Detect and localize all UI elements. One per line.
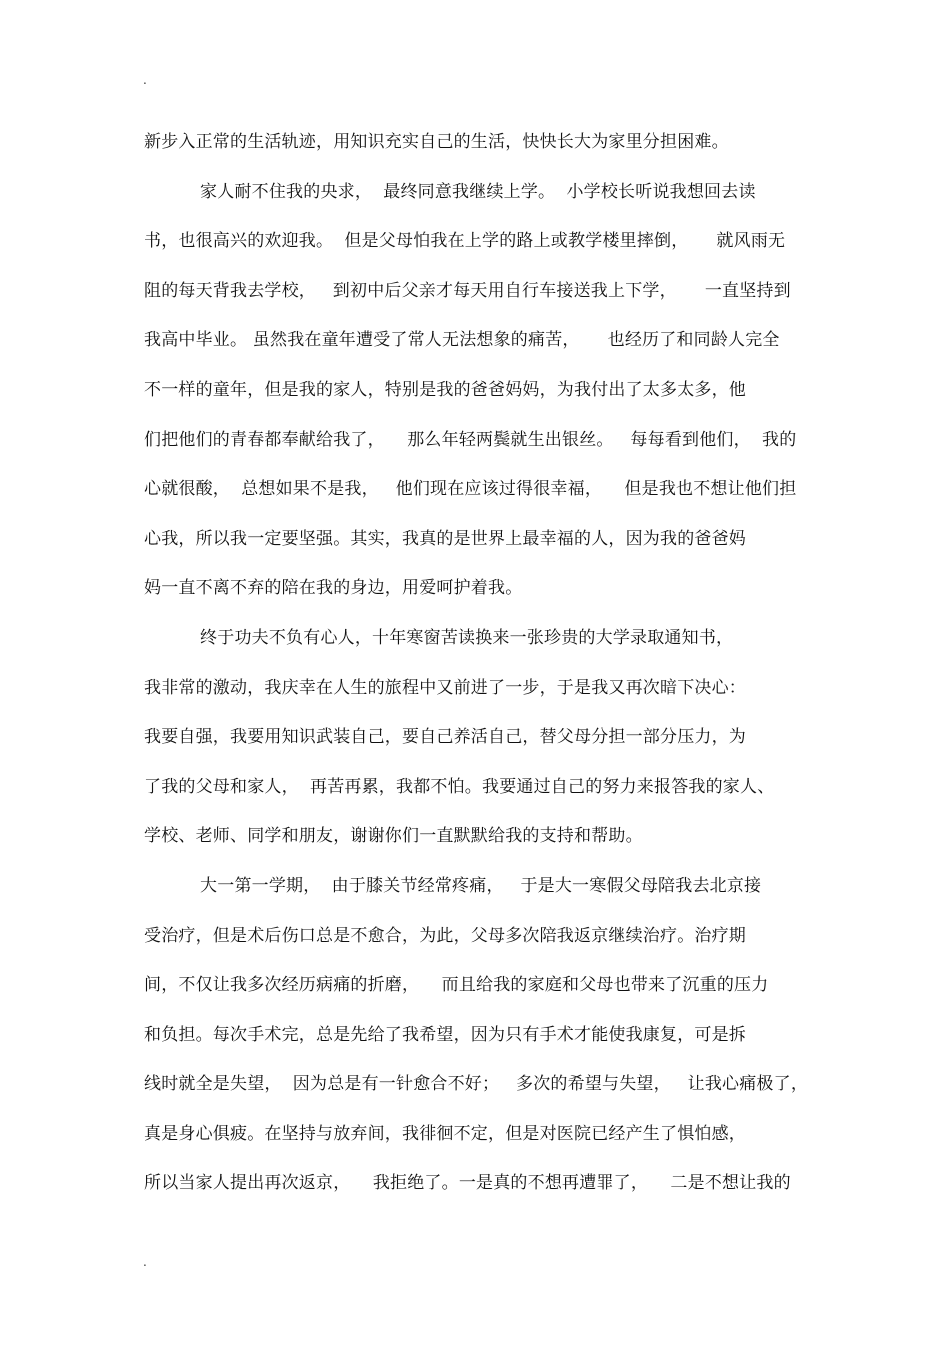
text-line: 妈一直不离不弃的陪在我的身边，用爱呵护着我。 <box>144 578 523 599</box>
text-line: 我要自强，我要用知识武装自己，要自己养活自己，替父母分担一部分压力，为 <box>144 727 746 748</box>
text-line: 我高中毕业。 虽然我在童年遭受了常人无法想象的痛苦， 也经历了和同龄人完全 <box>144 330 780 351</box>
text-line: 学校、老师、同学和朋友，谢谢你们一直默默给我的支持和帮助。 <box>144 826 643 847</box>
text-line: 心我，所以我一定要坚强。其实，我真的是世界上最幸福的人，因为我的爸爸妈 <box>144 528 746 549</box>
text-line: 所以当家人提出再次返京， 我拒绝了。一是真的不想再遭罪了， 二是不想让我的 <box>144 1173 791 1194</box>
text-line: 终于功夫不负有心人，十年寒窗苦读换来一张珍贵的大学录取通知书， <box>144 627 734 648</box>
text-line: 心就很酸， 总想如果不是我， 他们现在应该过得很幸福， 但是我也不想让他们担 <box>144 479 797 500</box>
text-line: 间，不仅让我多次经历病痛的折磨， 而且给我的家庭和父母也带来了沉重的压力 <box>144 975 769 996</box>
text-line: 书，也很高兴的欢迎我。 但是父母怕我在上学的路上或教学楼里摔倒， 就风雨无 <box>144 231 786 252</box>
text-line: 新步入正常的生活轨迹，用知识充实自己的生活，快快长大为家里分担困难。 <box>144 132 729 152</box>
text-line: 真是身心俱疲。在坚持与放弃间，我徘徊不定，但是对医院已经产生了惧怕感， <box>144 1123 746 1144</box>
text-line: 大一第一学期， 由于膝关节经常疼痛， 于是大一寒假父母陪我去北京接 <box>144 875 762 896</box>
text-line: 阻的每天背我去学校， 到初中后父亲才每天用自行车接送我上下学， 一直坚持到 <box>144 280 791 301</box>
text-line: 受治疗，但是术后伤口总是不愈合，为此，父母多次陪我返京继续治疗。治疗期 <box>144 925 746 946</box>
text-line: 和负担。每次手术完，总是先给了我希望，因为只有手术才能使我康复，可是拆 <box>144 1024 746 1045</box>
top-page-mark: . <box>143 73 147 87</box>
bottom-page-mark: . <box>143 1255 147 1269</box>
text-line: 们把他们的青春都奉献给我了， 那么年轻两鬓就生出银丝。 每每看到他们， 我的 <box>144 429 797 450</box>
text-line: 我非常的激动，我庆幸在人生的旅程中又前进了一步，于是我又再次暗下决心： <box>144 677 746 698</box>
text-line: 了我的父母和家人， 再苦再累，我都不怕。我要通过自己的努力来报答我的家人、 <box>144 776 775 797</box>
text-line: 家人耐不住我的央求， 最终同意我继续上学。 小学校长听说我想回去读 <box>144 181 756 202</box>
body-text <box>144 128 814 1219</box>
text-line: 不一样的童年，但是我的家人，特别是我的爸爸妈妈，为我付出了太多太多，他 <box>144 379 746 400</box>
text-line: 线时就全是失望， 因为总是有一针愈合不好； 多次的希望与失望， 让我心痛极了， <box>144 1074 809 1095</box>
